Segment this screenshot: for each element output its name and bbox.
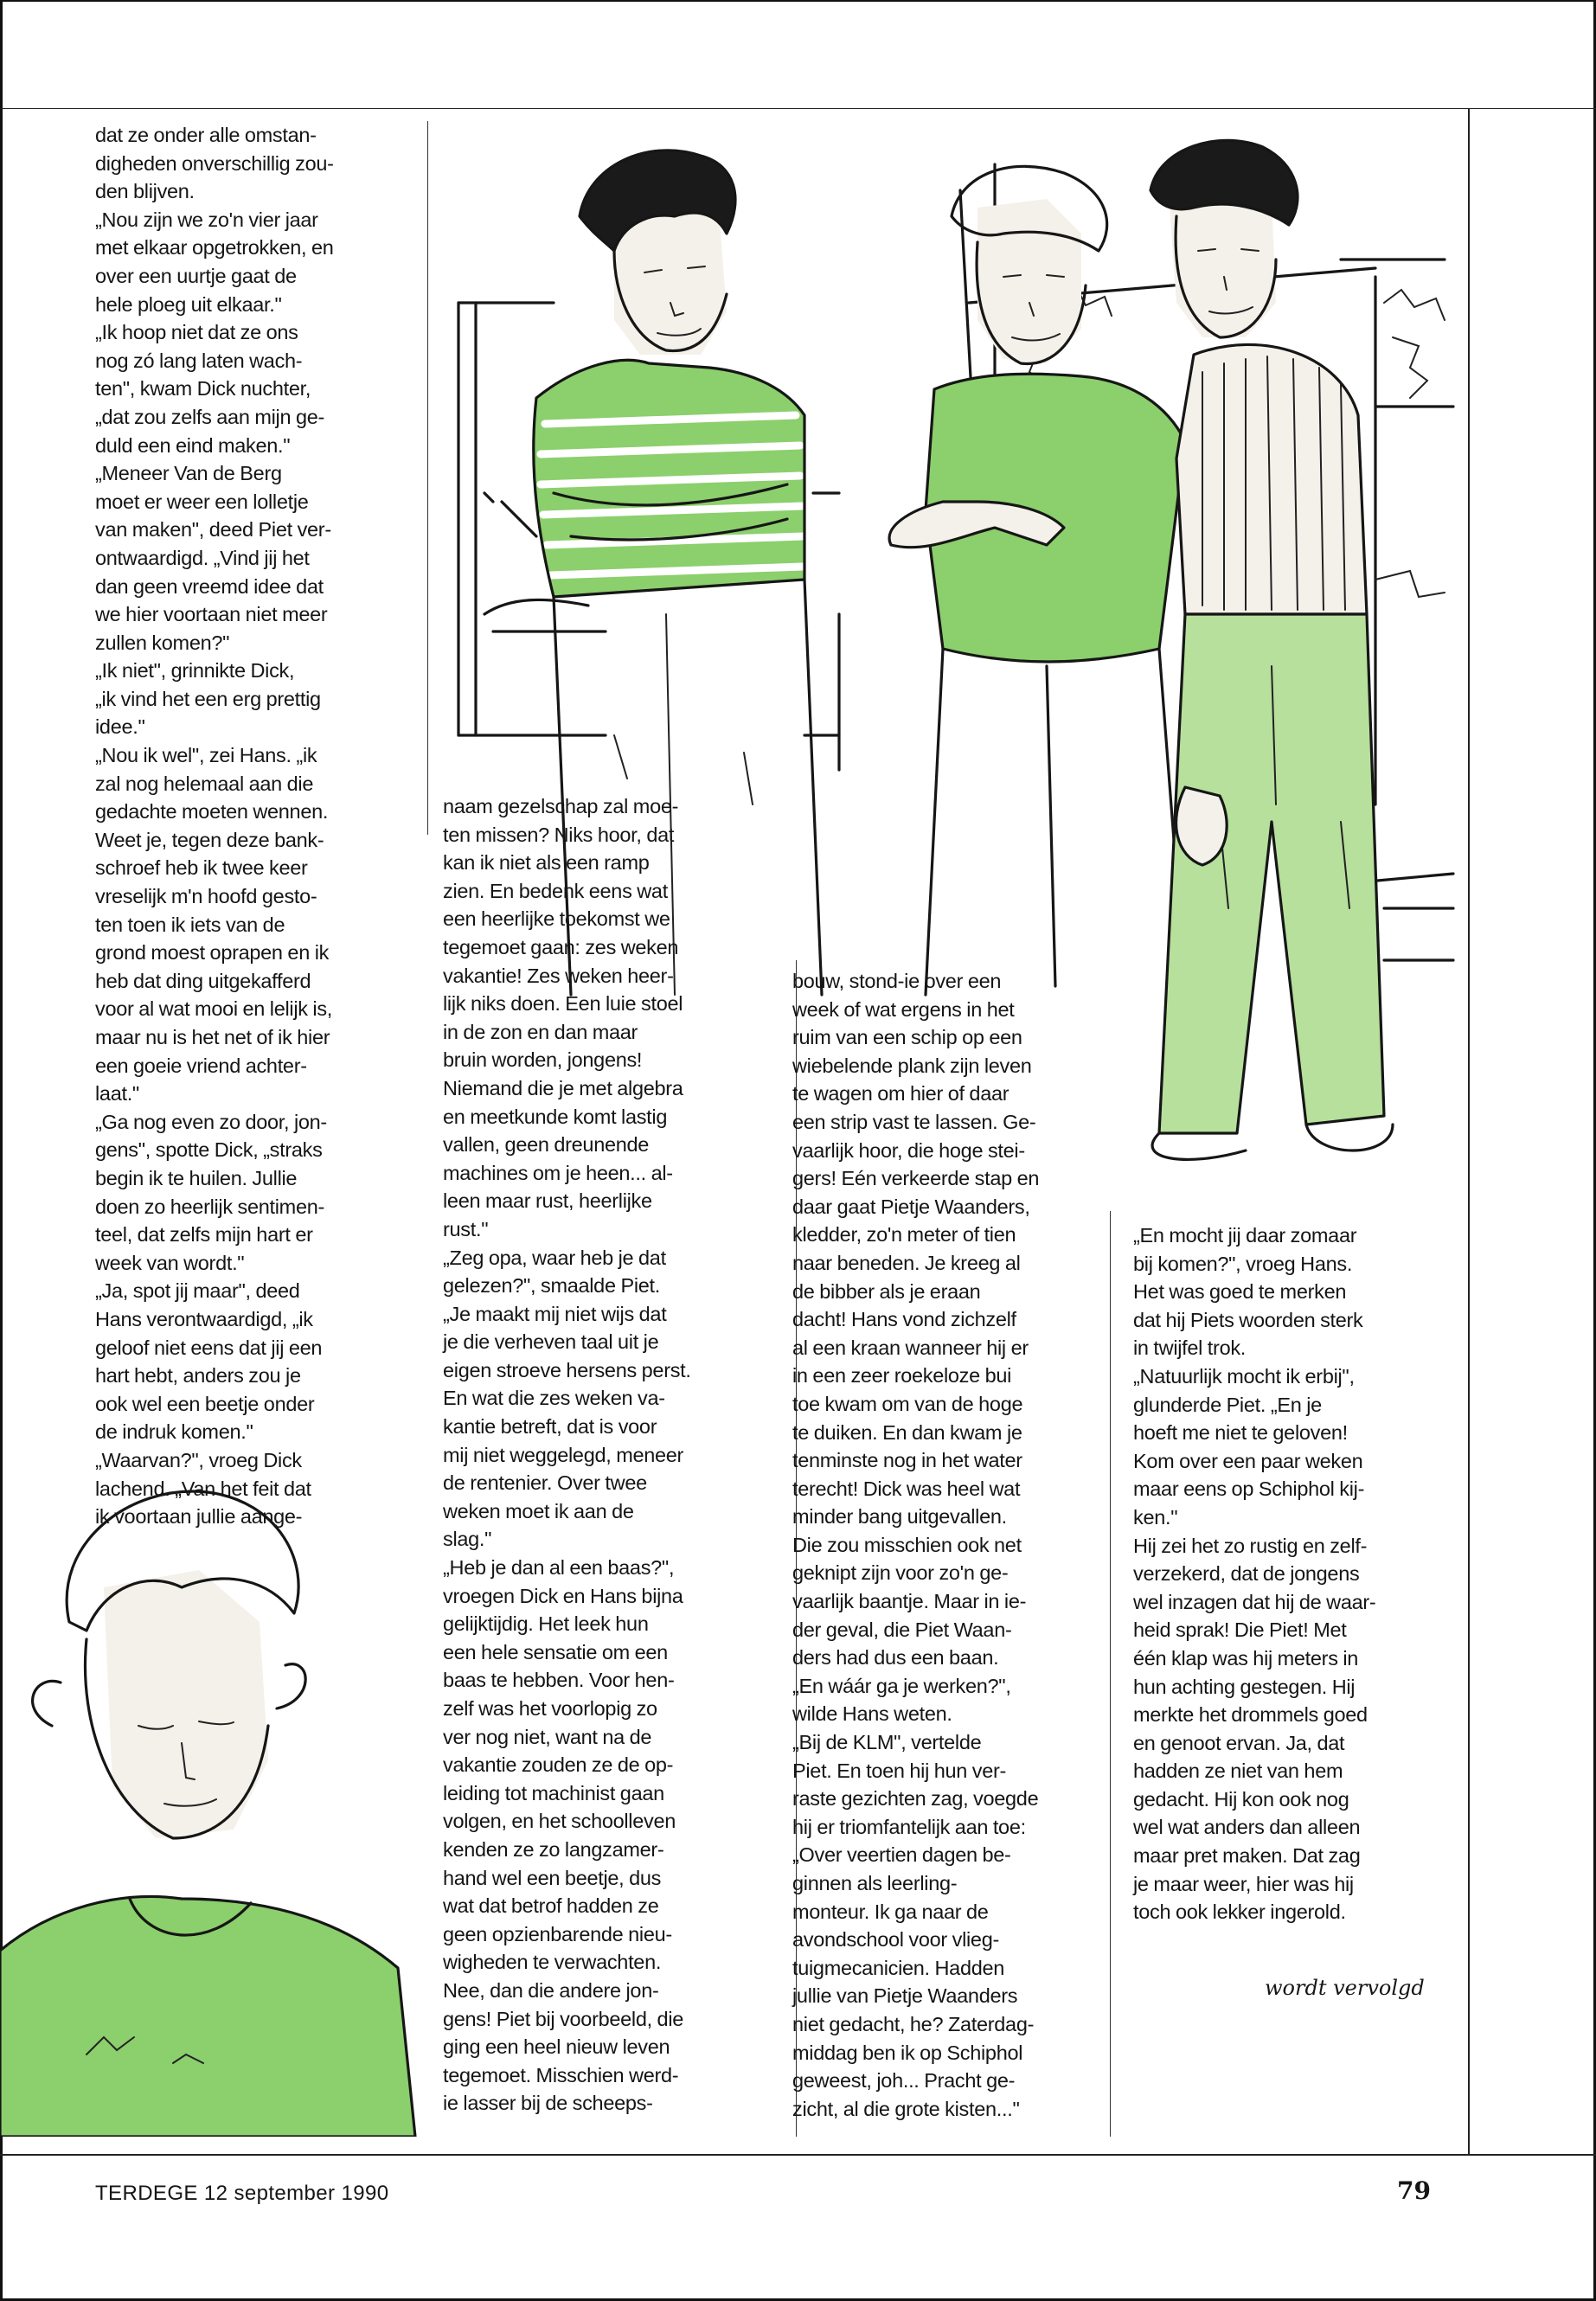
text-column-2: naam gezelschap zal moe- ten missen? Niks hoor, dat kan ik niet als een ramp zien. En bedenk eens wat een heerlijke toekomst we tegemoet gaan: zes weken vakantie! Zes weken heer- lijk niks doen. Een luie stoel in de zon en dan maar bruin worden, jongens! Niemand die je met algebra en meetkunde komt lastig vallen, geen dreunende machines om je heen... al- leen maar rust, heerlijke rust." „Zeg opa, waar heb je dat gelezen?", smaalde Piet. „Je maakt mij niet wijs dat je die verheven taal uit je eigen stroeve hersens perst. En wat die zes weken va- kantie betreft, dat is voor mij niet weggelegd, meneer de rentenier. Over twee weken moet ik aan de slag." „Heb je dan al een baas?", vroegen Dick en Hans bijna gelijktijdig. Het leek hun een hele sensatie om een baas te hebben. Voor hen- zelf was het voorlopig zo ver nog niet, want na de vakantie zouden ze de op- leiding tot machinist gaan volgen, en het schoolleven kenden ze zo langzamer- hand wel een beetje, dus wat dat betrof hadden ze geen opzienbarende nieu- wigheden te verwachten. Nee, dan die andere jon- gens! Piet bij voorbeeld, die ging een heel nieuw leven tegemoet. Misschien werd- ie lasser bij de scheeps-	[443, 795, 691, 2115]
text-column-4: „En mocht jij daar zomaar bij komen?", vroeg Hans. Het was goed te merken dat hij Piets woorden sterk in twijfel trok. „Natuurlijk mocht ik erbij", glunderde Piet. „En je hoeft me niet te geloven! Kom over een paar weken maar eens op Schiphol kij- ken." Hij zei het zo rustig en zelf- verzekerd, dat de jongens wel inzagen dat hij de waar- heid sprak! Die Piet! Met één klap was hij meters in hun achting gestegen. Hij merkte het drommels goed en genoot ervan. Ja, dat hadden ze niet van hem gedacht. Hij kon ook nog wel wat anders dan alleen maar pret maken. Dat zag je maar weer, hier was hij toch ook lekker ingerold.	[1133, 1224, 1376, 1924]
column-divider	[427, 121, 428, 835]
top-rule	[0, 108, 1596, 109]
column-divider	[1110, 1211, 1111, 2137]
text-column-3: bouw, stond-ie over een week of wat ergens in het ruim van een schip op een wiebelende plank zijn leven te wagen om hier of daar een strip vast te lassen. Ge- vaarlijk hoor, die hoge stei- gers! Eén verkeerde stap en daar gaat Pietje Waanders, kledder, zo'n meter of tien naar beneden. Je kreeg al de bibber als je eraan dacht! Hans vond zichzelf al een kraan wanneer hij er in een zeer roekeloze bui toe kwam om van de hoge te duiken. En dan kwam je tenminste nog in het water terecht! Dick was heel wat minder bang uitgevallen. Die zou misschien ook net geknipt zijn voor zo'n ge- vaarlijk baantje. Maar in ie- der geval, die Piet Waan- ders had dus een baan. „En wáár ga je werken?", wilde Hans weten. „Bij de KLM", vertelde Piet. En toen hij hun ver- raste gezichten zag, voegde hij er triomfantelijk aan toe: „Over veertien dagen be- ginnen als leerling- monteur. Ik ga naar de avondschool voor vlieg- tuigmecanicien. Hadden jullie van Pietje Waanders niet gedacht, he? Zaterdag- middag ben ik op Schiphol geweest, joh... Pracht ge- zicht, al die grote kisten..."	[792, 970, 1040, 2120]
continued-note: wordt vervolgd	[1265, 1976, 1425, 2000]
text-column-1: dat ze onder alle omstan- digheden onverschillig zou- den blijven. „Nou zijn we zo'n vier jaar met elkaar opgetrokken, en over een uurtje gaat de hele ploeg uit elkaar." „Ik hoop niet dat ze ons nog zó lang laten wach- ten", kwam Dick nuchter, „dat zou zelfs aan mijn ge- duld een eind maken." „Meneer Van de Berg moet er weer een lolletje van maken", deed Piet ver- ontwaardigd. „Vind jij het dan geen vreemd idee dat we hier voortaan niet meer zullen komen?" „Ik niet", grinnikte Dick, „ik vind het een erg prettig idee." „Nou ik wel", zei Hans. „ik zal nog helemaal aan die gedachte moeten wennen. Weet je, tegen deze bank- schroef heb ik twee keer vreselijk m'n hoofd gesto- ten toen ik iets van de grond moest oprapen en ik heb dat ding uitgekafferd voor al wat mooi en lelijk is, maar nu is het net of ik hier een goeie vriend achter- laat." „Ga nog even zo door, jon- gens", spotte Dick, „straks begin ik te huilen. Jullie doen zo heerlijk sentimen- teel, dat zelfs mijn hart er week van wordt." „Ja, spot jij maar", deed Hans verontwaardigd, „ik geloof niet eens dat jij een hart hebt, anders zou je ook wel een beetje onder de indruk komen." „Waarvan?", vroeg Dick lachend. „Van het feit dat ik voortaan jullie aange-	[95, 124, 334, 1529]
publication-info: TERDEGE 12 september 1990	[95, 2182, 389, 2205]
right-rule	[1468, 108, 1470, 2154]
illustration-boy-looking-down	[0, 1466, 433, 2137]
bottom-rule	[0, 2154, 1596, 2156]
page-number: 79	[1397, 2176, 1431, 2205]
